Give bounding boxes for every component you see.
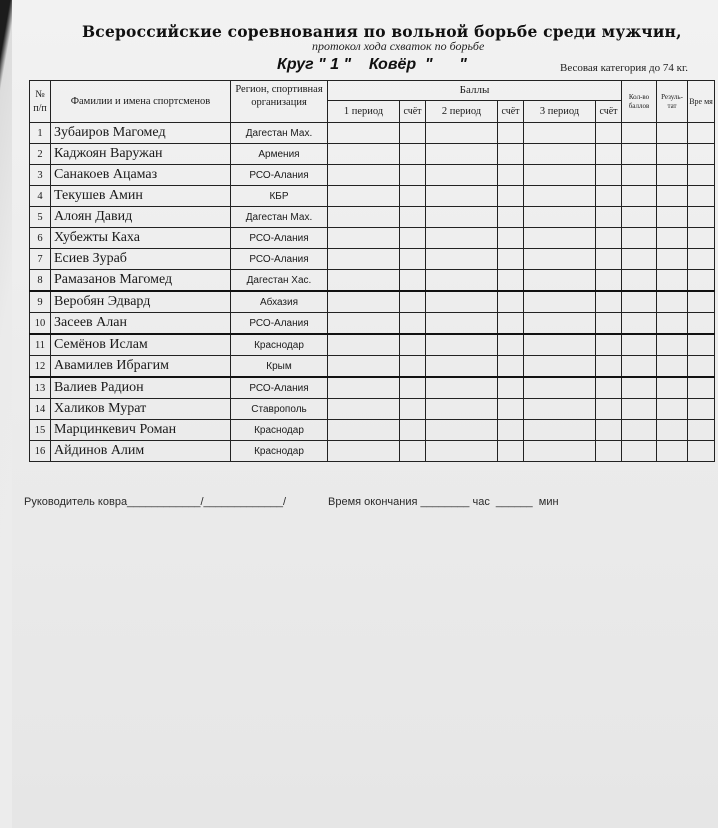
- time-cell: [688, 291, 715, 313]
- period-3-cell: [524, 356, 596, 378]
- period-2-cell: [426, 249, 498, 270]
- row-number: 6: [30, 228, 51, 249]
- table-row: [30, 249, 715, 270]
- period-3-cell: [524, 291, 596, 313]
- score-2-cell: [498, 144, 524, 165]
- score-3-cell: [596, 334, 622, 356]
- result-cell: [657, 441, 688, 462]
- period-3-cell: [524, 207, 596, 228]
- athlete-name: Засеев Алан: [51, 313, 231, 335]
- score-3-cell: [596, 249, 622, 270]
- point-count-cell: [622, 313, 657, 335]
- score-2-cell: [498, 420, 524, 441]
- weight-category: Весовая категория до 74 кг.: [560, 62, 688, 74]
- score-2-cell: [498, 377, 524, 399]
- period-2-cell: [426, 207, 498, 228]
- score-1-cell: [400, 313, 426, 335]
- athlete-name: Семёнов Ислам: [51, 334, 231, 356]
- score-3-cell: [596, 399, 622, 420]
- table-row: [30, 356, 715, 378]
- result-cell: [657, 334, 688, 356]
- score-1-cell: [400, 228, 426, 249]
- score-1-cell: [400, 270, 426, 292]
- score-3-cell: [596, 186, 622, 207]
- athlete-region: Крым: [231, 356, 328, 378]
- table-row: [30, 399, 715, 420]
- table-row: [30, 334, 715, 356]
- point-count-cell: [622, 186, 657, 207]
- result-cell: [657, 377, 688, 399]
- table-row: [30, 123, 715, 144]
- score-1-cell: [400, 420, 426, 441]
- document-title: Всероссийские соревнования по вольной борьбе среди мужчин,: [82, 22, 682, 41]
- athlete-name: Веробян Эдвард: [51, 291, 231, 313]
- time-cell: [688, 207, 715, 228]
- point-count-cell: [622, 123, 657, 144]
- time-cell: [688, 377, 715, 399]
- table-row: [30, 291, 715, 313]
- athlete-region: РСО-Алания: [231, 165, 328, 186]
- row-number: 9: [30, 291, 51, 313]
- result-cell: [657, 420, 688, 441]
- score-3-cell: [596, 144, 622, 165]
- result-cell: [657, 186, 688, 207]
- period-1-cell: [328, 123, 400, 144]
- period-3-cell: [524, 249, 596, 270]
- point-count-cell: [622, 228, 657, 249]
- score-3-cell: [596, 356, 622, 378]
- period-1-cell: [328, 186, 400, 207]
- result-cell: [657, 228, 688, 249]
- header-score-3: счёт: [596, 101, 622, 123]
- period-2-cell: [426, 377, 498, 399]
- row-number: 16: [30, 441, 51, 462]
- row-number: 13: [30, 377, 51, 399]
- time-cell: [688, 249, 715, 270]
- end-time-field: Время окончания ________ час ______ мин: [328, 496, 559, 508]
- score-3-cell: [596, 441, 622, 462]
- result-cell: [657, 399, 688, 420]
- point-count-cell: [622, 207, 657, 228]
- header-point-count: Кол-во баллов: [622, 81, 657, 123]
- score-3-cell: [596, 123, 622, 144]
- athlete-region: Дагестан Мах.: [231, 123, 328, 144]
- score-2-cell: [498, 441, 524, 462]
- table-row: [30, 377, 715, 399]
- time-cell: [688, 399, 715, 420]
- period-1-cell: [328, 441, 400, 462]
- result-cell: [657, 123, 688, 144]
- result-cell: [657, 291, 688, 313]
- score-3-cell: [596, 291, 622, 313]
- header-time: Вре мя: [688, 81, 715, 123]
- period-3-cell: [524, 165, 596, 186]
- row-number: 2: [30, 144, 51, 165]
- table-row: [30, 228, 715, 249]
- time-cell: [688, 441, 715, 462]
- time-cell: [688, 123, 715, 144]
- athlete-name: Санакоев Ацамаз: [51, 165, 231, 186]
- athlete-name: Рамазанов Магомед: [51, 270, 231, 292]
- period-1-cell: [328, 399, 400, 420]
- period-3-cell: [524, 377, 596, 399]
- time-cell: [688, 165, 715, 186]
- athlete-region: РСО-Алания: [231, 249, 328, 270]
- period-3-cell: [524, 441, 596, 462]
- athlete-region: Дагестан Мах.: [231, 207, 328, 228]
- period-1-cell: [328, 144, 400, 165]
- score-1-cell: [400, 249, 426, 270]
- header-number-line2: п/п: [33, 102, 47, 114]
- time-cell: [688, 228, 715, 249]
- athlete-name: Марцинкевич Роман: [51, 420, 231, 441]
- athlete-name: Хубежты Каха: [51, 228, 231, 249]
- point-count-cell: [622, 399, 657, 420]
- score-1-cell: [400, 399, 426, 420]
- score-1-cell: [400, 291, 426, 313]
- table-row: [30, 441, 715, 462]
- header-result: Резуль-тат: [657, 81, 688, 123]
- table-row: [30, 420, 715, 441]
- period-3-cell: [524, 123, 596, 144]
- score-2-cell: [498, 186, 524, 207]
- score-1-cell: [400, 207, 426, 228]
- point-count-cell: [622, 270, 657, 292]
- time-cell: [688, 420, 715, 441]
- score-3-cell: [596, 270, 622, 292]
- score-3-cell: [596, 420, 622, 441]
- athlete-name: Авамилев Ибрагим: [51, 356, 231, 378]
- result-cell: [657, 356, 688, 378]
- period-1-cell: [328, 356, 400, 378]
- athlete-name: Халиков Мурат: [51, 399, 231, 420]
- score-1-cell: [400, 123, 426, 144]
- period-2-cell: [426, 123, 498, 144]
- time-cell: [688, 144, 715, 165]
- athlete-region: Ставрополь: [231, 399, 328, 420]
- athlete-region: РСО-Алания: [231, 228, 328, 249]
- table-row: [30, 186, 715, 207]
- time-cell: [688, 270, 715, 292]
- period-1-cell: [328, 270, 400, 292]
- period-2-cell: [426, 356, 498, 378]
- score-1-cell: [400, 186, 426, 207]
- time-cell: [688, 186, 715, 207]
- row-number: 5: [30, 207, 51, 228]
- athlete-name: Алоян Давид: [51, 207, 231, 228]
- score-2-cell: [498, 207, 524, 228]
- athlete-region: РСО-Алания: [231, 377, 328, 399]
- period-1-cell: [328, 165, 400, 186]
- bout-protocol-table: [29, 80, 714, 462]
- period-2-cell: [426, 334, 498, 356]
- period-3-cell: [524, 144, 596, 165]
- document-subtitle: протокол хода схваток по борьбе: [312, 39, 485, 53]
- period-1-cell: [328, 377, 400, 399]
- score-2-cell: [498, 249, 524, 270]
- score-1-cell: [400, 165, 426, 186]
- result-cell: [657, 270, 688, 292]
- period-1-cell: [328, 291, 400, 313]
- score-3-cell: [596, 377, 622, 399]
- point-count-cell: [622, 356, 657, 378]
- point-count-cell: [622, 165, 657, 186]
- score-1-cell: [400, 356, 426, 378]
- result-cell: [657, 249, 688, 270]
- score-1-cell: [400, 441, 426, 462]
- point-count-cell: [622, 441, 657, 462]
- header-period-3: 3 период: [524, 101, 596, 123]
- score-2-cell: [498, 291, 524, 313]
- time-cell: [688, 313, 715, 335]
- score-3-cell: [596, 228, 622, 249]
- point-count-cell: [622, 291, 657, 313]
- athlete-name: Зубаиров Магомед: [51, 123, 231, 144]
- score-2-cell: [498, 270, 524, 292]
- header-period-1: 1 период: [328, 101, 400, 123]
- score-2-cell: [498, 228, 524, 249]
- athlete-region: Дагестан Хас.: [231, 270, 328, 292]
- period-2-cell: [426, 186, 498, 207]
- score-3-cell: [596, 165, 622, 186]
- result-cell: [657, 313, 688, 335]
- row-number: 8: [30, 270, 51, 292]
- row-number: 10: [30, 313, 51, 335]
- period-3-cell: [524, 420, 596, 441]
- period-2-cell: [426, 291, 498, 313]
- point-count-cell: [622, 420, 657, 441]
- period-2-cell: [426, 441, 498, 462]
- score-1-cell: [400, 144, 426, 165]
- point-count-cell: [622, 144, 657, 165]
- athlete-region: РСО-Алания: [231, 313, 328, 335]
- period-2-cell: [426, 420, 498, 441]
- result-cell: [657, 207, 688, 228]
- athlete-region: Абхазия: [231, 291, 328, 313]
- result-cell: [657, 165, 688, 186]
- score-2-cell: [498, 334, 524, 356]
- score-2-cell: [498, 399, 524, 420]
- period-1-cell: [328, 313, 400, 335]
- row-number: 12: [30, 356, 51, 378]
- point-count-cell: [622, 377, 657, 399]
- row-number: 14: [30, 399, 51, 420]
- header-period-2: 2 период: [426, 101, 498, 123]
- row-number: 4: [30, 186, 51, 207]
- period-3-cell: [524, 334, 596, 356]
- period-2-cell: [426, 144, 498, 165]
- header-points: Баллы: [328, 81, 622, 101]
- header-region: Регион, спортивная организация: [231, 81, 328, 123]
- period-2-cell: [426, 165, 498, 186]
- period-1-cell: [328, 420, 400, 441]
- athlete-region: Армения: [231, 144, 328, 165]
- header-number: [30, 81, 51, 123]
- row-number: 11: [30, 334, 51, 356]
- athlete-name: Текушев Амин: [51, 186, 231, 207]
- header-score-1: счёт: [400, 101, 426, 123]
- table-row: [30, 144, 715, 165]
- row-number: 3: [30, 165, 51, 186]
- period-3-cell: [524, 399, 596, 420]
- period-2-cell: [426, 228, 498, 249]
- athlete-name: Есиев Зураб: [51, 249, 231, 270]
- period-1-cell: [328, 228, 400, 249]
- score-3-cell: [596, 207, 622, 228]
- point-count-cell: [622, 334, 657, 356]
- period-2-cell: [426, 270, 498, 292]
- score-2-cell: [498, 356, 524, 378]
- mat-leader-signature: Руководитель ковра____________/_____________/: [24, 496, 287, 508]
- score-2-cell: [498, 165, 524, 186]
- athlete-name: Айдинов Алим: [51, 441, 231, 462]
- athlete-region: Краснодар: [231, 441, 328, 462]
- time-cell: [688, 334, 715, 356]
- header-score-2: счёт: [498, 101, 524, 123]
- period-3-cell: [524, 228, 596, 249]
- period-3-cell: [524, 186, 596, 207]
- score-1-cell: [400, 377, 426, 399]
- period-3-cell: [524, 270, 596, 292]
- table-row: [30, 207, 715, 228]
- row-number: 15: [30, 420, 51, 441]
- score-1-cell: [400, 334, 426, 356]
- score-2-cell: [498, 313, 524, 335]
- row-number: 7: [30, 249, 51, 270]
- table-row: [30, 313, 715, 335]
- header-number-line1: №: [35, 88, 45, 100]
- circle-mat-label: Круг " 1 " Ковёр " ": [277, 56, 467, 73]
- period-1-cell: [328, 207, 400, 228]
- period-1-cell: [328, 249, 400, 270]
- athlete-region: Краснодар: [231, 420, 328, 441]
- period-1-cell: [328, 334, 400, 356]
- athlete-name: Валиев Радион: [51, 377, 231, 399]
- table-row: [30, 270, 715, 292]
- result-cell: [657, 144, 688, 165]
- point-count-cell: [622, 249, 657, 270]
- score-3-cell: [596, 313, 622, 335]
- header-athlete-names: Фамилии и имена спортсменов: [51, 81, 231, 123]
- athlete-region: КБР: [231, 186, 328, 207]
- athlete-name: Каджоян Варужан: [51, 144, 231, 165]
- period-2-cell: [426, 313, 498, 335]
- time-cell: [688, 356, 715, 378]
- period-3-cell: [524, 313, 596, 335]
- athlete-region: Краснодар: [231, 334, 328, 356]
- period-2-cell: [426, 399, 498, 420]
- table-row: [30, 165, 715, 186]
- row-number: 1: [30, 123, 51, 144]
- score-2-cell: [498, 123, 524, 144]
